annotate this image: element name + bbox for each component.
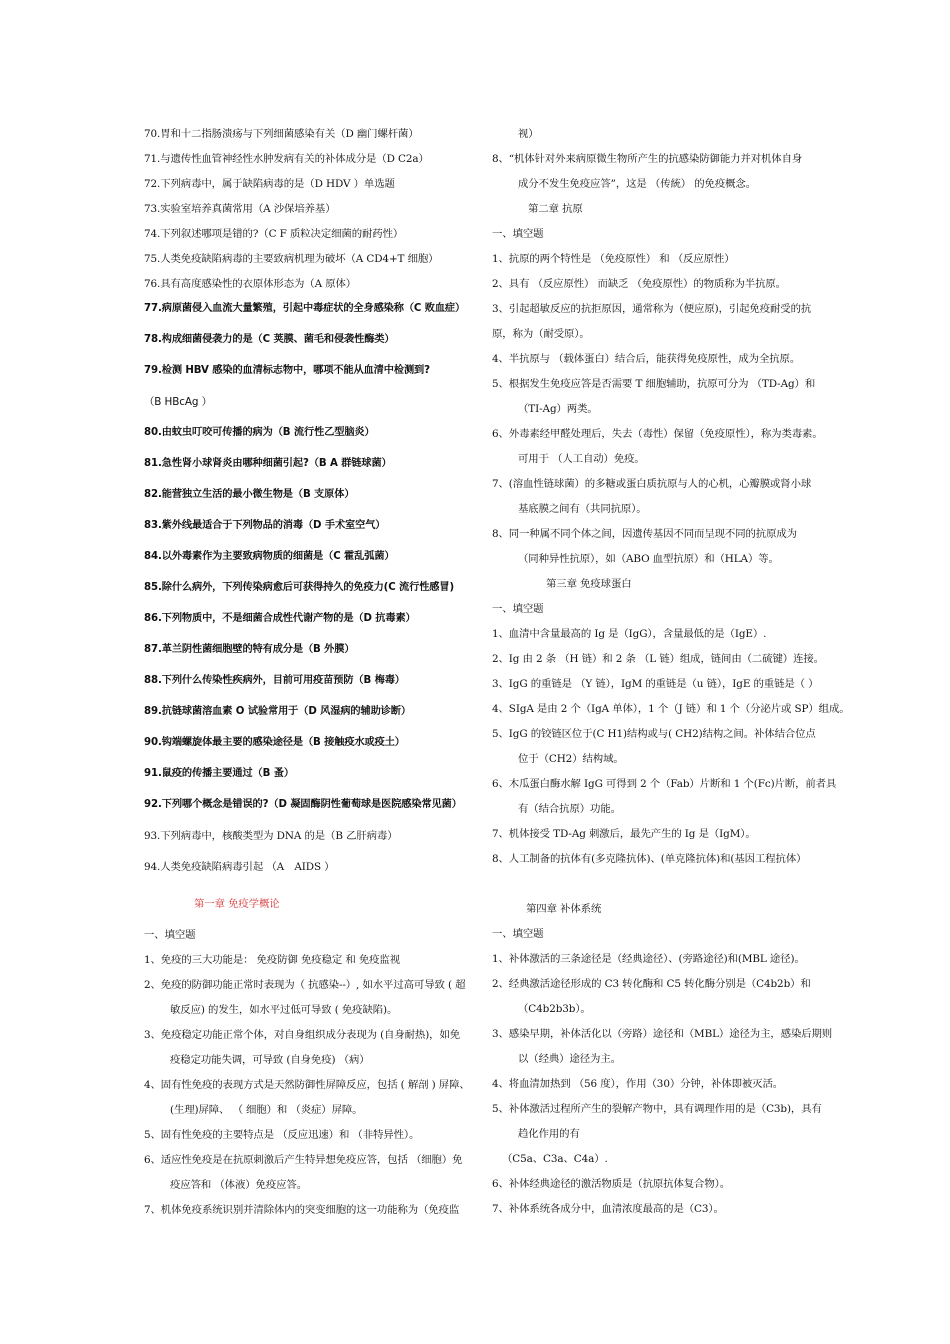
- text-line: 92.下列哪个概念是错误的?（D 凝固酶阴性葡萄球是医院感染常见菌）: [144, 799, 462, 810]
- text-line: 91.鼠疫的传播主要通过（B 蚤）: [144, 768, 294, 779]
- text-line: 72.下列病毒中，属于缺陷病毒的是（D HDV ）单选题: [144, 178, 395, 190]
- text-line: 88.下列什么传染性疾病外，目前可用疫苗预防（B 梅毒）: [144, 675, 405, 686]
- text-line: 5、IgG 的铰链区位于(C H1)结构或与( CH2)结构之间。补体结合位点: [492, 728, 816, 740]
- text-line: 4、将血清加热到 （56 度），作用（30）分钟，补体即被灭活。: [492, 1078, 784, 1090]
- right-column: [492, 124, 850, 1224]
- text-line: 73.实验室培养真菌常用（A 沙保培养基）: [144, 203, 336, 215]
- text-line: 8、“机体针对外来病原微生物所产生的抗感染防御能力并对机体自身: [492, 153, 803, 165]
- text-line: 5、补体激活过程所产生的裂解产物中，具有调理作用的是（C3b)，具有: [492, 1103, 822, 1115]
- text-line: 原，称为（耐受原）。: [492, 328, 590, 340]
- text-line: 81.急性肾小球肾炎由哪种细菌引起?（B A 群链球菌）: [144, 458, 392, 469]
- left-column: [144, 124, 476, 1225]
- text-line: 第三章 免疫球蛋白: [546, 578, 632, 590]
- text-line: 6、外毒素经甲醛处理后，失去（毒性）保留（免疫原性），称为类毒素。: [492, 428, 823, 440]
- text-line: 3、感染早期，补体活化以（旁路）途径和（MBL）途径为主，感染后期则: [492, 1028, 833, 1040]
- text-line: 4、半抗原与 （载体蛋白）结合后，能获得免疫原性，成为全抗原。: [492, 353, 801, 365]
- text-line: 1、抗原的两个特性是 （免疫原性） 和 （反应原性）: [492, 253, 735, 265]
- text-line: 6、补体经典途径的激活物质是（抗原抗体复合物）。: [492, 1178, 730, 1190]
- text-line: 1、免疫的三大功能是： 免疫防御 免疫稳定 和 免疫监视: [144, 954, 401, 966]
- text-line: 94.人类免疫缺陷病毒引起 （A AIDS ）: [144, 861, 335, 873]
- text-line: 2、免疫的防御功能正常时表现为（ 抗感染--）, 如水平过高可导致 ( 超: [144, 979, 466, 991]
- text-line: 2、具有 （反应原性） 而缺乏 （免疫原性）的物质称为半抗原。: [492, 278, 786, 290]
- text-line: 第四章 补体系统: [526, 903, 602, 915]
- text-line: 90.钩端螺旋体最主要的感染途径是（B 接触疫水或疫土）: [144, 737, 405, 748]
- text-line: 有（结合抗原）功能。: [518, 803, 621, 815]
- text-line: 2、经典激活途径形成的 C3 转化酶和 C5 转化酶分别是（C4b2b）和: [492, 978, 811, 990]
- text-line: 71.与遗传性血管神经性水肿发病有关的补体成分是（D C2a）: [144, 153, 429, 165]
- text-line: （B HBcAg ）: [144, 396, 212, 408]
- text-line: 4、固有性免疫的表现方式是天然防御性屏障反应，包括 ( 解剖 ) 屏障、: [144, 1079, 470, 1091]
- text-line: （C5a、C3a、C4a）.: [502, 1153, 608, 1165]
- text-line: 1、血清中含量最高的 Ig 是（IgG），含量最低的是（IgE）.: [492, 628, 767, 640]
- text-line: 79.检测 HBV 感染的血清标志物中，哪项不能从血清中检测到?: [144, 365, 430, 376]
- text-line: 一、填空题: [492, 603, 544, 615]
- text-line: 疫稳定功能失调，可导致 (自身免疫) （病）: [170, 1054, 370, 1066]
- text-line: 7、机体免疫系统识别并清除体内的突变细胞的这一功能称为（免疫监: [144, 1204, 460, 1216]
- text-line: 93.下列病毒中，核酸类型为 DNA 的是（B 乙肝病毒）: [144, 830, 398, 842]
- text-line: 78.构成细菌侵袭力的是（C 荚膜、菌毛和侵袭性酶类）: [144, 334, 395, 345]
- text-line: 7、(溶血性链球菌）的多糖或蛋白质抗原与人的心机，心瓣膜或肾小球: [492, 478, 812, 490]
- text-line: 成分不发生免疫应答”，这是 （传統） 的免疫概念。: [518, 178, 757, 190]
- text-line: 一、填空题: [144, 929, 196, 941]
- text-line: 89.抗链球菌溶血素 O 试验常用于（D 风湿病的辅助诊断）: [144, 706, 411, 717]
- text-line: 趋化作用的有: [518, 1128, 580, 1140]
- text-line: 80.由蚊虫叮咬可传播的病为（B 流行性乙型脑炎）: [144, 427, 375, 438]
- text-line: 77.病原菌侵入血流大量繁殖，引起中毒症状的全身感染称（C 败血症）: [144, 303, 466, 314]
- text-line: 1、补体激活的三条途径是（经典途径）、(旁路途径)和(MBL 途径)。: [492, 953, 805, 965]
- text-line: （TI-Ag）两类。: [518, 403, 598, 415]
- text-line: 视）: [518, 128, 539, 140]
- text-line: 85.除什么病外，下列传染病愈后可获得持久的免疫力(C 流行性感冒): [144, 582, 455, 593]
- text-line: 87.革兰阴性菌细胞壁的特有成分是（B 外膜）: [144, 644, 355, 655]
- text-line: 第二章 抗原: [528, 203, 583, 215]
- text-line: 74.下列叙述哪项是错的?（C F 质粒决定细菌的耐药性）: [144, 228, 404, 240]
- text-line: 76.具有高度感染性的衣原体形态为（A 原体）: [144, 278, 357, 290]
- text-line: 基底膜之间有（共同抗原）。: [518, 503, 647, 515]
- text-line: 5、固有性免疫的主要特点是 （反应迅速）和 （非特异性）。: [144, 1129, 420, 1141]
- text-line: 3、免疫稳定功能正常个体，对自身组织成分表现为 (自身耐热)，如免: [144, 1029, 461, 1041]
- text-line: 7、机体接受 TD-Ag 刺激后，最先产生的 Ig 是（IgM）。: [492, 828, 756, 840]
- text-line: 82.能营独立生活的最小微生物是（B 支原体）: [144, 489, 355, 500]
- text-line: 2、Ig 由 2 条 （H 链）和 2 条 （L 链）组成，链间由（二硫键）连接。: [492, 653, 824, 665]
- text-line: （同种异性抗原），如（ABO 血型抗原）和（HLA）等。: [518, 553, 779, 565]
- text-line: 5、根据发生免疫应答是否需要 T 细胞辅助，抗原可分为 （TD-Ag）和: [492, 378, 816, 390]
- text-line: 7、补体系统各成分中，血清浓度最高的是（C3）。: [492, 1203, 724, 1215]
- chapter-heading: 第一章 免疫学概论: [194, 898, 280, 910]
- text-line: 70.胃和十二指肠溃疡与下列细菌感染有关（D 幽门螺杆菌）: [144, 128, 419, 140]
- text-line: 75.人类免疫缺陷病毒的主要致病机理为破坏（A CD4+T 细胞）: [144, 253, 439, 265]
- text-line: 3、引起超敏反应的抗拒原因，通常称为（便应原)，引起免疫耐受的抗: [492, 303, 812, 315]
- text-line: 位于（CH2）结构域。: [518, 753, 624, 765]
- text-line: 可用于 （人工自动）免疫。: [518, 453, 645, 465]
- text-line: (生理)屏障、 （ 细胞）和 （炎症）屏障。: [170, 1104, 363, 1116]
- text-line: 以（经典）途径为主。: [518, 1053, 621, 1065]
- text-line: 86.下列物质中，不是细菌合成性代谢产物的是（D 抗毒素）: [144, 613, 416, 624]
- text-line: 一、填空题: [492, 228, 544, 240]
- text-line: 8、人工制备的抗体有(多克隆抗体)、(单克隆抗体)和(基因工程抗体）: [492, 853, 807, 865]
- text-line: 6、木瓜蛋白酶水解 IgG 可得到 2 个（Fab）片断和 1 个(Fc)片断，前者具: [492, 778, 837, 790]
- text-line: （C4b2b3b）。: [518, 1003, 591, 1015]
- text-line: 6、适应性免疫是在抗原刺激后产生特异想免疫应答，包括 （细胞）免: [144, 1154, 463, 1166]
- text-line: 疫应答和 （体液）免疫应答。: [170, 1179, 307, 1191]
- text-line: 8、同一种属不同个体之间，因遗传基因不同而呈现不同的抗原成为: [492, 528, 797, 540]
- text-line: 84.以外毒素作为主要致病物质的细菌是（C 霍乱弧菌）: [144, 551, 395, 562]
- text-line: 敏反应) 的发生，如水平过低可导致 ( 免疫缺陷)。: [170, 1004, 398, 1016]
- text-line: 一、填空题: [492, 928, 544, 940]
- text-line: 4、SIgA 是由 2 个（IgA 单体），1 个（J 链）和 1 个（分泌片或 SP）组成。: [492, 703, 850, 715]
- text-line: 3、IgG 的重链是 （Y 链），IgM 的重链是（u 链），IgE 的重链是（ ）: [492, 678, 819, 690]
- text-line: 83.紫外线最适合于下列物品的消毒（D 手术室空气）: [144, 520, 386, 531]
